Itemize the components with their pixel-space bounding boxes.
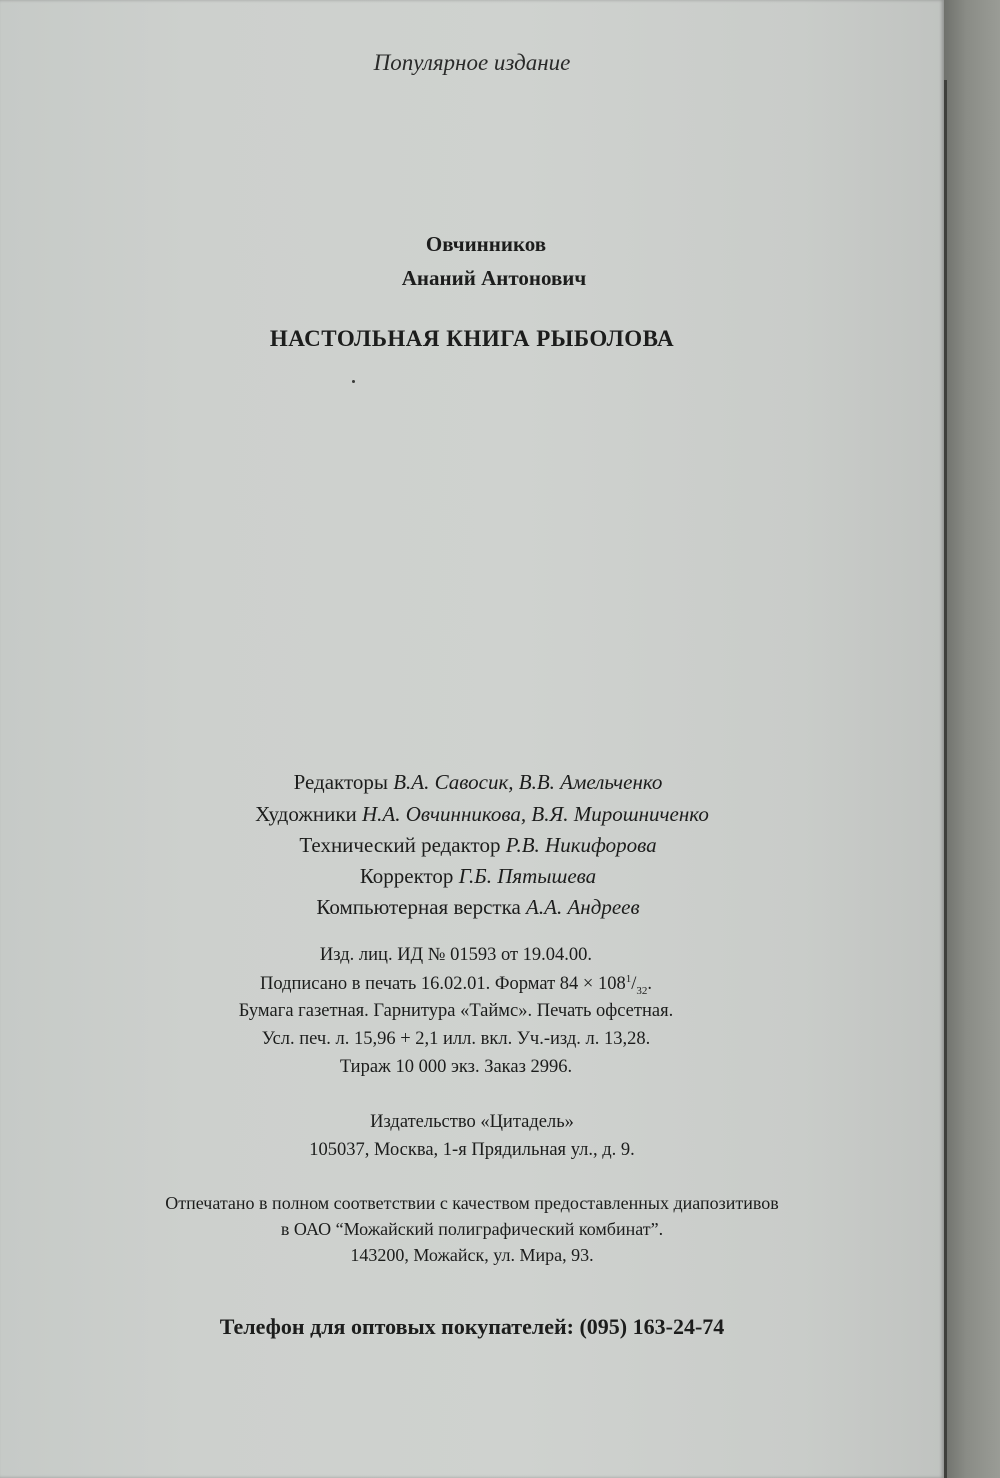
credit-role: Редакторы xyxy=(293,770,388,794)
credit-role: Технический редактор xyxy=(299,833,501,857)
credit-proofreader xyxy=(6,864,950,889)
book-title: НАСТОЛЬНАЯ КНИГА РЫБОЛОВА xyxy=(269,326,675,351)
credit-names: А.А. Андреев xyxy=(526,895,640,919)
credit-editors xyxy=(6,770,950,795)
credit-layout xyxy=(6,895,950,920)
edition-label: Популярное издание xyxy=(373,50,571,75)
credit-role: Корректор xyxy=(359,864,454,888)
printer-address: 143200, Можайск, ул. Мира, 93. xyxy=(350,1245,594,1265)
credit-tech-editor xyxy=(6,833,950,858)
publisher-address: 105037, Москва, 1-я Прядильная ул., д. 9. xyxy=(309,1140,635,1160)
imprint-signed: Подписано в печать 16.02.01. Формат $84 \times 108^1/_{32}$. xyxy=(260,973,652,997)
credit-names: Г.Б. Пятышева xyxy=(458,864,597,888)
author-surname: Овчинников xyxy=(425,232,547,256)
book-spine xyxy=(944,0,1000,1478)
credit-names: В.А. Савосик, В.В. Амельченко xyxy=(393,770,663,794)
imprint-sheets: Усл. печ. л. 15,96 + 2,1 илл. вкл. Уч.-изд. л. 13,28. xyxy=(261,1029,651,1049)
printer-name: в ОАО “Можайский полиграфический комбинат”. xyxy=(280,1219,664,1239)
imprint-print-run: Тираж 10 000 экз. Заказ 2996. xyxy=(339,1057,573,1077)
author-name: Ананий Антонович xyxy=(401,266,587,290)
credit-names: Р.В. Никифорова xyxy=(505,833,657,857)
credit-role: Компьютерная верстка xyxy=(316,895,521,919)
format-fraction-numerator: 1 xyxy=(625,973,632,985)
imprint-signed-end: . xyxy=(647,974,652,995)
imprint-signed-text: Подписано в печать 16.02.01. Формат 84 × 108 xyxy=(260,974,626,995)
credit-role: Художники xyxy=(255,802,357,826)
credit-names: Н.А. Овчинникова, В.Я. Мирошниченко xyxy=(362,802,709,826)
printer-statement: Отпечатано в полном соответствии с качеством предоставленных диапозитивов xyxy=(165,1193,779,1213)
format-fraction-denominator: 32 xyxy=(636,984,648,997)
wholesale-phone: Телефон для оптовых покупателей: (095) 163-24-74 xyxy=(219,1314,725,1339)
publisher-name: Издательство «Цитадель» xyxy=(370,1112,574,1132)
credit-artists xyxy=(10,802,954,827)
imprint-paper: Бумага газетная. Гарнитура «Таймс». Печать офсетная. xyxy=(238,1001,674,1021)
imprint-license: Изд. лиц. ИД № 01593 от 19.04.00. xyxy=(319,945,593,965)
paper-speck xyxy=(352,380,355,383)
